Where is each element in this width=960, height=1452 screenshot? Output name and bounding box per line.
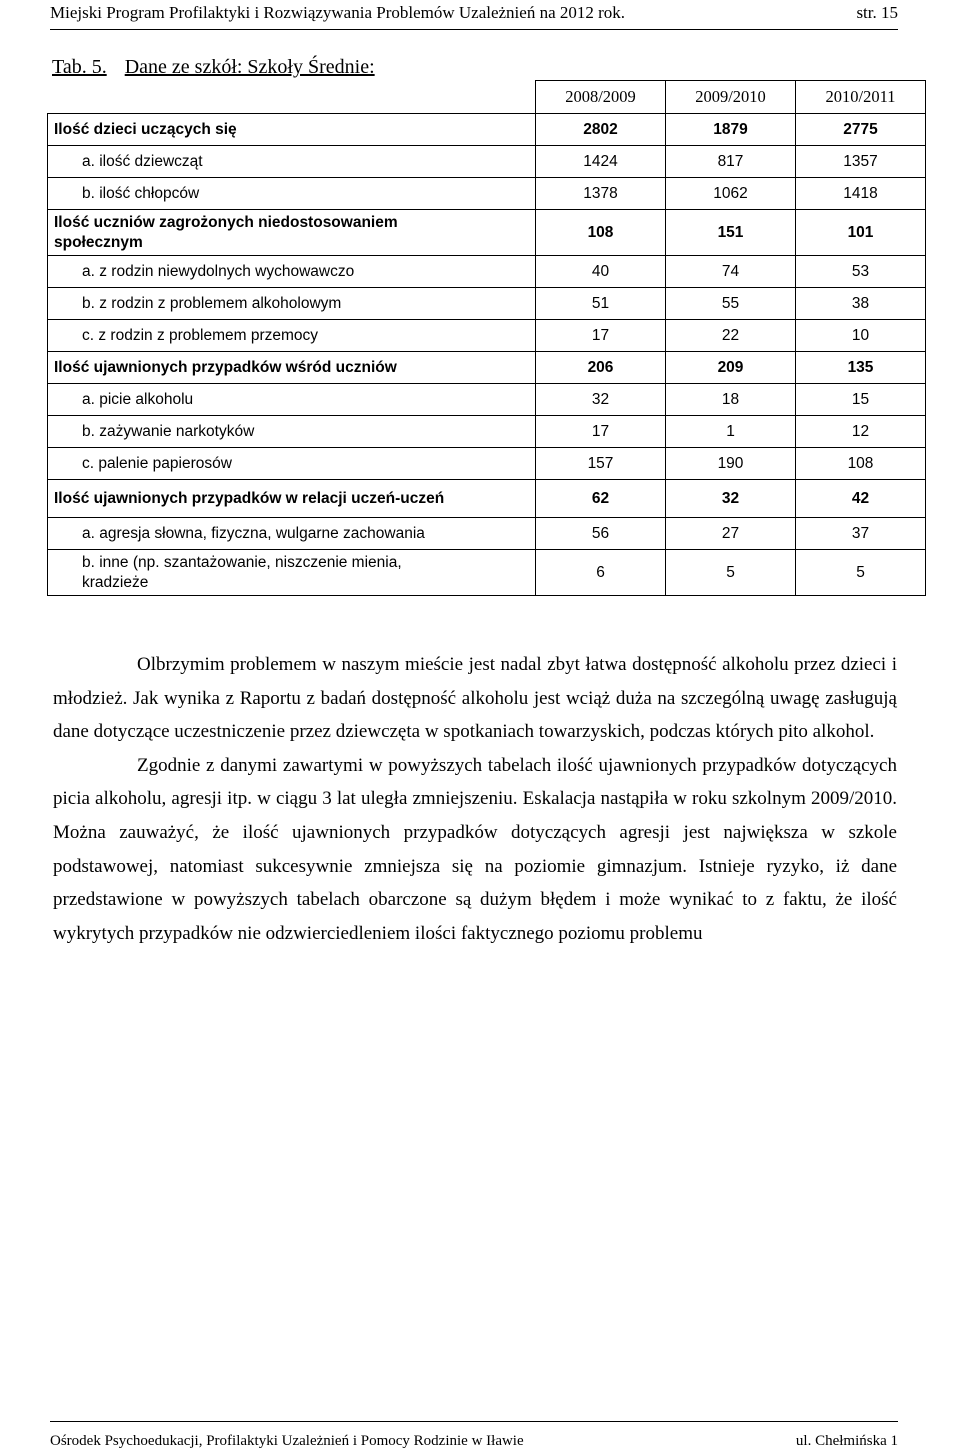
table-row bbox=[48, 448, 926, 480]
table-row bbox=[48, 352, 926, 384]
row-label: c. palenie papierosów bbox=[48, 448, 536, 480]
table-row bbox=[48, 114, 926, 146]
cell-value: 56 bbox=[536, 518, 666, 550]
cell-value: 1357 bbox=[796, 146, 926, 178]
cell-value: 38 bbox=[796, 288, 926, 320]
page-header bbox=[50, 0, 898, 30]
body-text bbox=[53, 648, 897, 950]
cell-value: 108 bbox=[796, 448, 926, 480]
row-label bbox=[48, 550, 536, 596]
cell-value: 42 bbox=[796, 480, 926, 518]
footer-organization: Ośrodek Psychoedukacji, Profilaktyki Uzależnień i Pomocy Rodzinie w Iławie bbox=[50, 1433, 524, 1449]
table-row bbox=[48, 480, 926, 518]
table-row bbox=[48, 210, 926, 256]
row-label: c. z rodzin z problemem przemocy bbox=[48, 320, 536, 352]
row-label: a. agresja słowna, fizyczna, wulgarne zachowania bbox=[48, 518, 536, 550]
row-label: a. picie alkoholu bbox=[48, 384, 536, 416]
cell-value: 15 bbox=[796, 384, 926, 416]
row-label: b. zażywanie narkotyków bbox=[48, 416, 536, 448]
cell-value: 2775 bbox=[796, 114, 926, 146]
cell-value: 32 bbox=[536, 384, 666, 416]
row-label: a. ilość dziewcząt bbox=[48, 146, 536, 178]
row-label bbox=[48, 210, 536, 256]
cell-value: 55 bbox=[666, 288, 796, 320]
row-label: Ilość ujawnionych przypadków wśród uczniów bbox=[48, 352, 536, 384]
header-empty-cell bbox=[48, 81, 536, 114]
cell-value: 10 bbox=[796, 320, 926, 352]
cell-value: 22 bbox=[666, 320, 796, 352]
cell-value: 17 bbox=[536, 416, 666, 448]
cell-value: 12 bbox=[796, 416, 926, 448]
cell-value: 151 bbox=[666, 210, 796, 256]
table-row bbox=[48, 146, 926, 178]
table-row bbox=[48, 256, 926, 288]
paragraph: Zgodnie z danymi zawartymi w powyższych tabelach ilość ujawnionych przypadków dotyczących picia alkoholu, agresji itp. w ciągu 3 lat uległa zmniejszeniu. Eskalacja nastąpiła w roku szkolnym 2009/2010. Można zauważyć, że ilość ujawnionych przypadków dotyczących agresji jest największa w szkole podstawowej, natomiast sukcesywnie zmniejsza się na poziomie gimnazjum. Istnieje ryzyko, iż dane przedstawione w powyższych tabelach obarczone są dużym błędem i może wynikać to z faktu, że ilość wykrytych przypadków nie odzwierciedleniem ilości faktycznego poziomu problemu bbox=[53, 754, 897, 944]
table-header-row bbox=[48, 81, 926, 114]
cell-value: 1 bbox=[666, 416, 796, 448]
page-footer bbox=[50, 1421, 898, 1450]
cell-value: 206 bbox=[536, 352, 666, 384]
year-header: 2009/2010 bbox=[666, 81, 796, 114]
row-label-line: społecznym bbox=[54, 233, 143, 251]
footer-address: ul. Chełmińska 1 bbox=[795, 1433, 898, 1449]
table-row bbox=[48, 550, 926, 596]
cell-value: 74 bbox=[666, 256, 796, 288]
year-header: 2008/2009 bbox=[536, 81, 666, 114]
table-number: Tab. 5. bbox=[52, 56, 107, 78]
row-label: b. ilość chłopców bbox=[48, 178, 536, 210]
table-row bbox=[48, 518, 926, 550]
cell-value: 817 bbox=[666, 146, 796, 178]
row-label-line: b. inne (np. szantażowanie, niszczenie mienia, bbox=[82, 553, 402, 571]
cell-value: 108 bbox=[536, 210, 666, 256]
cell-value: 135 bbox=[796, 352, 926, 384]
table-row bbox=[48, 416, 926, 448]
cell-value: 37 bbox=[796, 518, 926, 550]
cell-value: 5 bbox=[796, 550, 926, 596]
cell-value: 1424 bbox=[536, 146, 666, 178]
table-row bbox=[48, 320, 926, 352]
cell-value: 2802 bbox=[536, 114, 666, 146]
cell-value: 40 bbox=[536, 256, 666, 288]
table-row bbox=[48, 288, 926, 320]
cell-value: 17 bbox=[536, 320, 666, 352]
cell-value: 1879 bbox=[666, 114, 796, 146]
row-label: b. z rodzin z problemem alkoholowym bbox=[48, 288, 536, 320]
page-number: str. 15 bbox=[856, 3, 898, 22]
schools-data-table bbox=[47, 80, 926, 596]
row-label-line: Ilość uczniów zagrożonych niedostosowaniem bbox=[54, 213, 398, 231]
table-row bbox=[48, 384, 926, 416]
cell-value: 1378 bbox=[536, 178, 666, 210]
cell-value: 1418 bbox=[796, 178, 926, 210]
cell-value: 53 bbox=[796, 256, 926, 288]
cell-value: 51 bbox=[536, 288, 666, 320]
cell-value: 157 bbox=[536, 448, 666, 480]
table-row bbox=[48, 178, 926, 210]
row-label: Ilość dzieci uczących się bbox=[48, 114, 536, 146]
cell-value: 32 bbox=[666, 480, 796, 518]
cell-value: 1062 bbox=[666, 178, 796, 210]
document-title: Miejski Program Profilaktyki i Rozwiązywania Problemów Uzależnień na 2012 rok. bbox=[50, 3, 626, 22]
paragraph: Olbrzymim problemem w naszym mieście jest nadal zbyt łatwa dostępność alkoholu przez dzieci i młodzież. Jak wynika z Raportu z badań dostępność alkoholu jest wciąż duża na szczególną uwagę zasługują dane dotyczące uczestniczenie przez dziewczęta w spotkaniach towarzyskich, podczas których pito alkohol. bbox=[53, 654, 897, 743]
row-label: Ilość ujawnionych przypadków w relacji uczeń-uczeń bbox=[48, 480, 536, 518]
table-title bbox=[52, 56, 375, 79]
cell-value: 27 bbox=[666, 518, 796, 550]
row-label-line: kradzieże bbox=[82, 573, 149, 591]
cell-value: 209 bbox=[666, 352, 796, 384]
cell-value: 6 bbox=[536, 550, 666, 596]
cell-value: 18 bbox=[666, 384, 796, 416]
year-header: 2010/2011 bbox=[796, 81, 926, 114]
cell-value: 62 bbox=[536, 480, 666, 518]
cell-value: 5 bbox=[666, 550, 796, 596]
table-caption: Dane ze szkół: Szkoły Średnie: bbox=[124, 56, 375, 78]
row-label: a. z rodzin niewydolnych wychowawczo bbox=[48, 256, 536, 288]
cell-value: 101 bbox=[796, 210, 926, 256]
cell-value: 190 bbox=[666, 448, 796, 480]
